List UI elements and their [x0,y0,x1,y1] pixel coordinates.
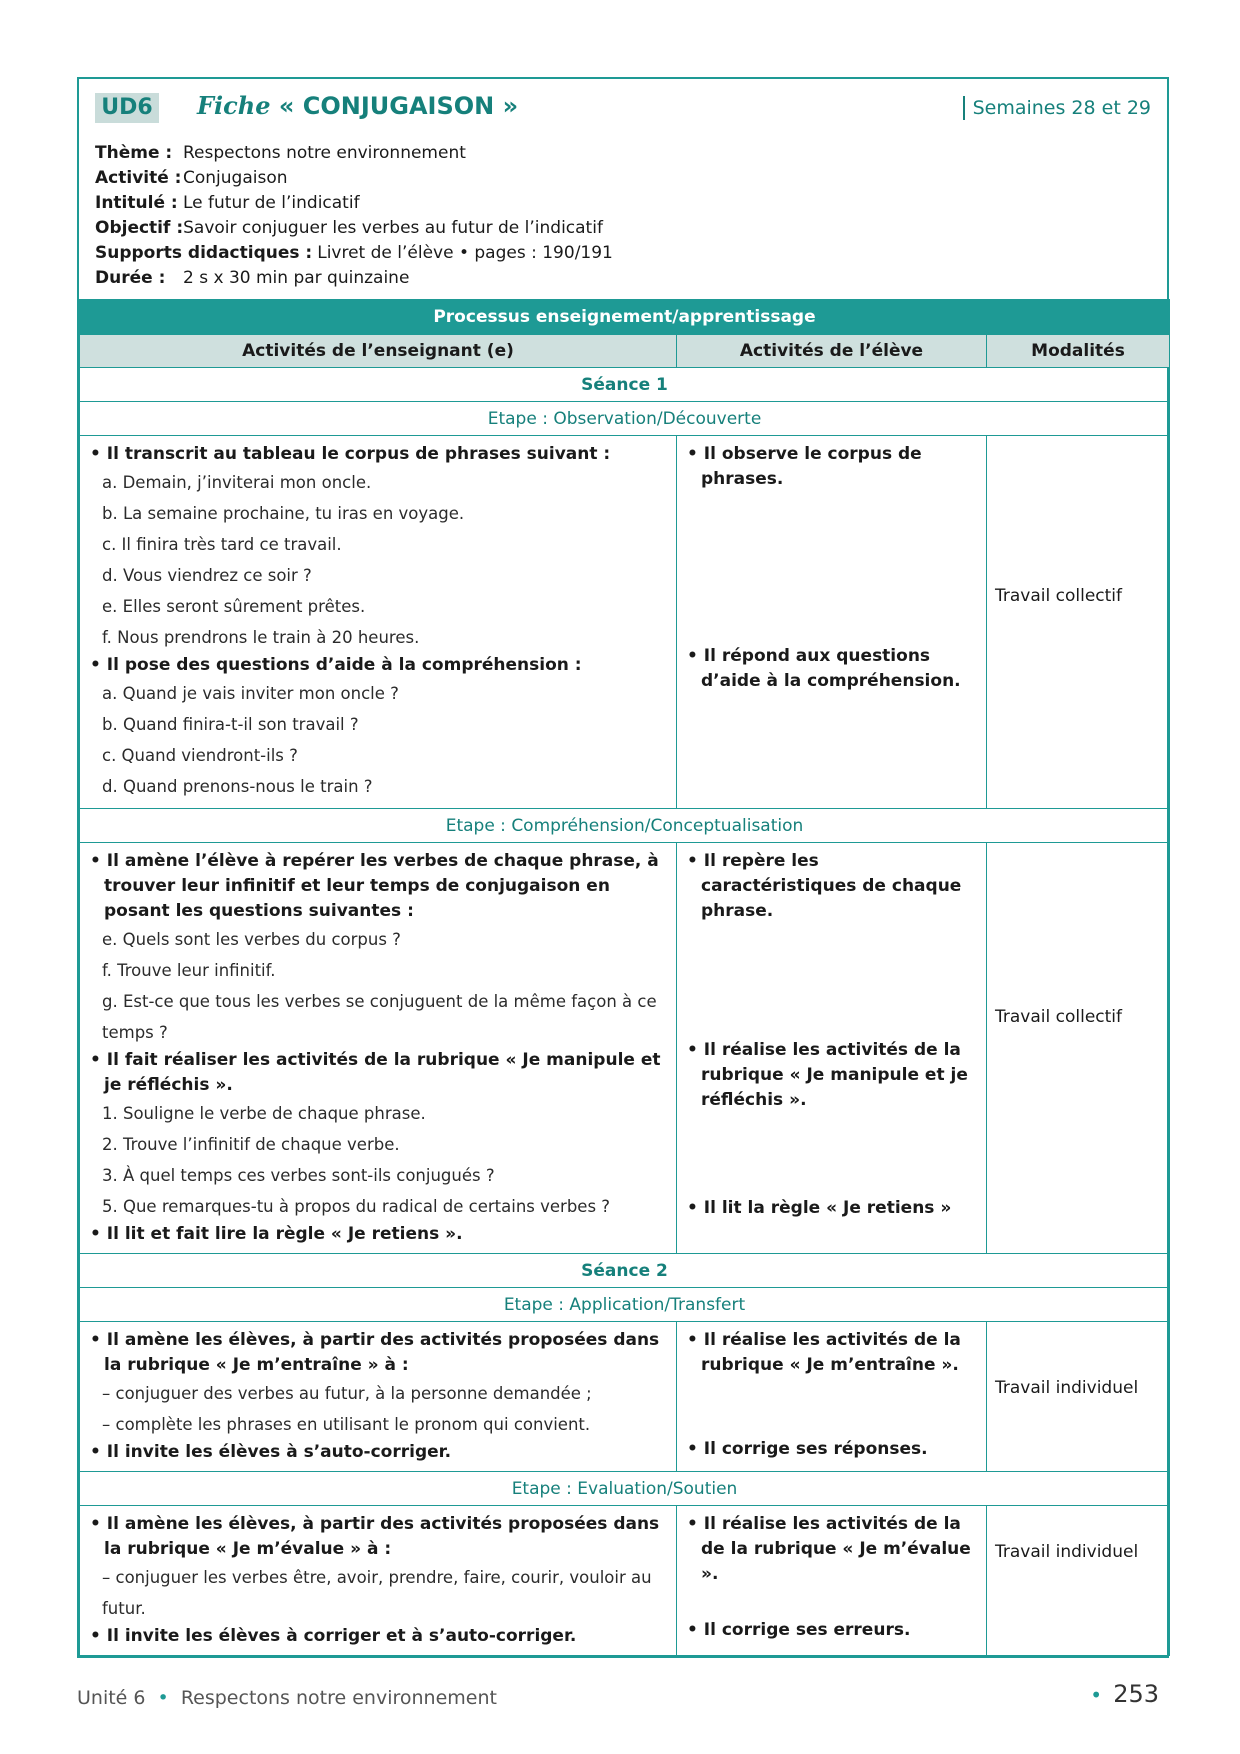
seance-row [80,1254,1170,1288]
etape-title: Etape : Evaluation/Soutien [80,1472,1170,1506]
teacher-cell [80,1322,676,1471]
teacher-detail: a. Quand je vais inviter mon oncle ? [102,684,399,703]
column-header-row [80,335,1170,368]
seance-row [80,368,1170,402]
teacher-detail: – complète les phrases en utilisant le pronom qui convient. [102,1415,591,1434]
teacher-detail: g. Est-ce que tous les verbes se conjuguent de la même façon à ce temps ? [102,992,657,1042]
meta-line [95,141,613,166]
meta-key: Durée : [95,268,166,288]
teacher-cell [80,843,676,1253]
student-activities [677,1322,987,1472]
teacher-detail: 2. Trouve l’infinitif de chaque verbe. [102,1135,400,1154]
footer-theme: Respectons notre environnement [180,1687,497,1709]
content-row [80,1322,1170,1472]
meta-value: Savoir conjuguer les verbes au futur de l’indicatif [183,218,603,238]
teacher-activities [80,843,677,1254]
unit-badge: UD6 [95,93,159,123]
content-row [80,1506,1170,1656]
teacher-detail: c. Il finira très tard ce travail. [102,535,342,554]
student-cell [677,1506,986,1649]
modalite: Travail individuel [995,1378,1139,1398]
teacher-activities [80,436,677,809]
teacher-action: • Il invite les élèves à s’auto-corriger. [90,1442,452,1462]
footer-bullet: • [157,1687,169,1709]
teacher-detail: a. Demain, j’inviterai mon oncle. [102,473,372,492]
meta-value: Respectons notre environnement [183,143,466,163]
student-activities [677,843,987,1254]
teacher-detail: – conjuguer les verbes être, avoir, prendre, faire, courir, vouloir au futur. [102,1568,652,1618]
footer-unit: Unité 6 [77,1687,146,1709]
meta-line [95,191,613,216]
teacher-detail: b. Quand finira-t-il son travail ? [102,715,359,734]
meta-line [95,216,613,241]
etape-row [80,1472,1170,1506]
fiche-word: Fiche [197,91,271,120]
student-cell [677,1322,986,1468]
teacher-action: • Il amène les élèves, à partir des activités proposées dans la rubrique « Je m’évalue » à : [90,1514,660,1559]
seance-title: Séance 1 [80,368,1170,402]
teacher-action: • Il amène les élèves, à partir des activités proposées dans la rubrique « Je m’entraîne » à : [90,1330,660,1375]
teacher-action: • Il transcrit au tableau le corpus de phrases suivant : [90,444,611,464]
teacher-detail: 3. À quel temps ces verbes sont-ils conjugués ? [102,1166,495,1185]
meta-line [95,241,613,266]
etape-title: Etape : Compréhension/Conceptualisation [80,809,1170,843]
teacher-detail: f. Trouve leur infinitif. [102,961,276,980]
seance-title: Séance 2 [80,1254,1170,1288]
teacher-detail: 5. Que remarques-tu à propos du radical de certains verbes ? [102,1197,611,1216]
page-bullet: • [1090,1683,1103,1707]
etape-row [80,402,1170,436]
student-cell [677,843,986,1227]
teacher-action: • Il fait réaliser les activités de la rubrique « Je manipule et je réfléchis ». [90,1050,661,1095]
teacher-action: • Il lit et fait lire la règle « Je retiens ». [90,1224,463,1244]
student-activities [677,436,987,809]
col-modalite-header: Modalités [987,335,1170,368]
teacher-detail: d. Quand prenons-nous le train ? [102,777,373,796]
modalite: Travail collectif [995,586,1122,606]
student-action: • Il repère les caractéristiques de chaque phrase. [687,851,962,921]
teacher-detail: e. Quels sont les verbes du corpus ? [102,930,401,949]
etape-row [80,809,1170,843]
meta-key: Thème : [95,143,173,163]
student-action: • Il réalise les activités de la rubrique « Je m’entraîne ». [687,1330,961,1375]
teacher-detail: c. Quand viendront-ils ? [102,746,298,765]
col-student-header: Activités de l’élève [677,335,987,368]
student-action: • Il lit la règle « Je retiens » [687,1198,952,1218]
teacher-activities [80,1322,677,1472]
teacher-cell [80,436,676,808]
meta-key: Supports didactiques : [95,243,313,263]
student-action: • Il observe le corpus de phrases. [687,444,922,489]
process-title-row [80,300,1170,335]
etape-title: Etape : Observation/Découverte [80,402,1170,436]
page-number: 253 [1113,1680,1159,1708]
meta-value: Conjugaison [183,168,288,188]
teacher-activities [80,1506,677,1656]
modalite-cell [987,1322,1170,1472]
col-teacher-header: Activités de l’enseignant (e) [80,335,677,368]
student-action: • Il réalise les activités de la de la rubrique « Je m’évalue ». [687,1514,971,1584]
student-action: • Il corrige ses réponses. [687,1439,928,1459]
process-title: Processus enseignement/apprentissage [80,300,1170,335]
teacher-detail: f. Nous prendrons le train à 20 heures. [102,628,420,647]
fiche-subject: « CONJUGAISON » [278,92,519,120]
teacher-detail: d. Vous viendrez ce soir ? [102,566,312,585]
teacher-detail: e. Elles seront sûrement prêtes. [102,597,366,616]
content-row [80,843,1170,1254]
footer [77,1687,497,1709]
teacher-cell [80,1506,676,1655]
teacher-detail: b. La semaine prochaine, tu iras en voyage. [102,504,465,523]
teacher-detail: – conjuguer des verbes au futur, à la personne demandée ; [102,1384,592,1403]
modalite-cell [987,436,1170,809]
modalite-cell [987,843,1170,1254]
content-row [80,436,1170,809]
etape-row [80,1288,1170,1322]
weeks-label: Semaines 28 et 29 [963,96,1151,120]
page-number-block [1090,1680,1159,1708]
meta-value: Livret de l’élève • pages : 190/191 [317,243,613,263]
process-table [79,299,1170,1656]
etape-title: Etape : Application/Transfert [80,1288,1170,1322]
student-action: • Il répond aux questions d’aide à la compréhension. [687,646,961,691]
modalite: Travail collectif [995,1007,1122,1027]
teacher-action: • Il amène l’élève à repérer les verbes de chaque phrase, à trouver leur infinitif et leur temps de conjugaison en posant les questions suivantes : [90,851,659,921]
meta-line [95,266,613,291]
modalite-cell [987,1506,1170,1656]
meta-line [95,166,613,191]
meta-key: Activité : [95,168,182,188]
student-activities [677,1506,987,1656]
meta-value: Le futur de l’indicatif [183,193,360,213]
teacher-action: • Il invite les élèves à corriger et à s’auto-corriger. [90,1626,577,1646]
lesson-sheet [77,77,1169,1658]
meta-key: Objectif : [95,218,184,238]
modalite: Travail individuel [995,1542,1139,1562]
meta-key: Intitulé : [95,193,178,213]
fiche-title [197,91,518,120]
student-action: • Il réalise les activités de la rubrique « Je manipule et je réfléchis ». [687,1040,968,1110]
lesson-meta [95,141,613,291]
meta-value: 2 s x 30 min par quinzaine [183,268,410,288]
student-cell [677,436,986,700]
teacher-detail: 1. Souligne le verbe de chaque phrase. [102,1104,426,1123]
student-action: • Il corrige ses erreurs. [687,1620,911,1640]
sheet-header [79,79,1167,299]
teacher-action: • Il pose des questions d’aide à la compréhension : [90,655,582,675]
